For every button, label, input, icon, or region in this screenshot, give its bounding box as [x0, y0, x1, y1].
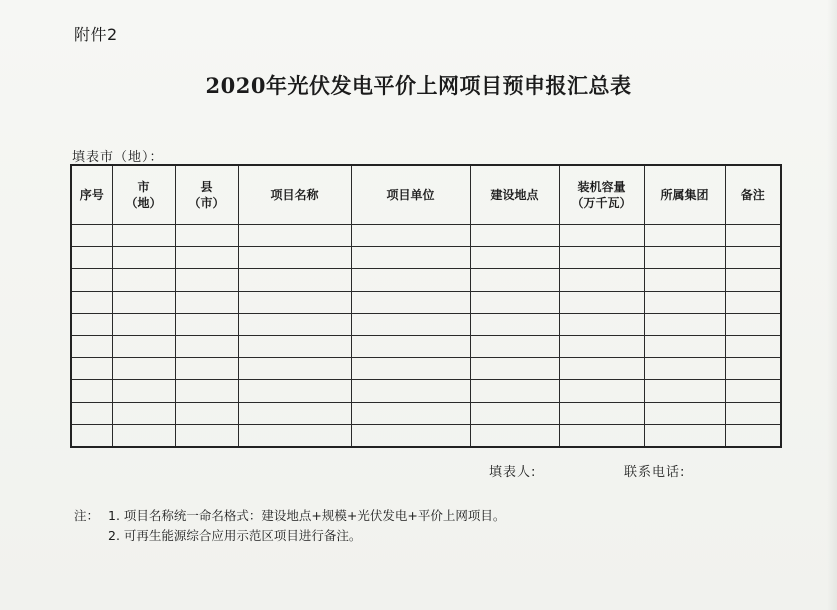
- table-cell: [644, 424, 725, 447]
- header-county: 县 （市）: [175, 165, 238, 225]
- header-project-name: 项目名称: [238, 165, 351, 225]
- table-cell: [725, 313, 781, 335]
- table-cell: [238, 313, 351, 335]
- table-cell: [351, 247, 470, 269]
- table-cell: [238, 380, 351, 402]
- table-row: [71, 247, 781, 269]
- header-location: 建设地点: [470, 165, 559, 225]
- header-capacity: 装机容量 （万千瓦）: [559, 165, 644, 225]
- table-cell: [71, 247, 112, 269]
- table-cell: [71, 380, 112, 402]
- table-header-row: [71, 165, 781, 225]
- table-cell: [71, 269, 112, 291]
- table-cell: [238, 335, 351, 357]
- table-cell: [112, 380, 175, 402]
- table-cell: [559, 269, 644, 291]
- table-row: [71, 424, 781, 447]
- table-cell: [644, 225, 725, 247]
- table-cell: [175, 291, 238, 313]
- table-row: [71, 313, 781, 335]
- header-index: 序号: [71, 165, 112, 225]
- summary-table: [70, 164, 782, 448]
- table-cell: [470, 402, 559, 424]
- table-cell: [351, 402, 470, 424]
- table-cell: [175, 424, 238, 447]
- table-row: [71, 380, 781, 402]
- table-cell: [238, 225, 351, 247]
- table-cell: [470, 291, 559, 313]
- attachment-label: 附件2: [74, 25, 118, 44]
- table-cell: [238, 424, 351, 447]
- table-cell: [644, 402, 725, 424]
- table-cell: [725, 247, 781, 269]
- table-cell: [470, 335, 559, 357]
- table-cell: [470, 269, 559, 291]
- table-cell: [559, 424, 644, 447]
- table-cell: [470, 358, 559, 380]
- table-cell: [470, 424, 559, 447]
- notes-section: [74, 506, 506, 546]
- table-cell: [71, 335, 112, 357]
- table-cell: [470, 313, 559, 335]
- table-row: [71, 269, 781, 291]
- table-cell: [351, 335, 470, 357]
- table-cell: [644, 380, 725, 402]
- table-row: [71, 358, 781, 380]
- table-cell: [351, 424, 470, 447]
- table-cell: [238, 358, 351, 380]
- table-cell: [71, 358, 112, 380]
- header-group: 所属集团: [644, 165, 725, 225]
- table-cell: [71, 402, 112, 424]
- table-cell: [351, 358, 470, 380]
- table-cell: [644, 335, 725, 357]
- table-cell: [175, 335, 238, 357]
- table-cell: [351, 225, 470, 247]
- table-cell: [112, 313, 175, 335]
- table-cell: [351, 380, 470, 402]
- table-cell: [175, 402, 238, 424]
- table-cell: [559, 225, 644, 247]
- table-cell: [175, 358, 238, 380]
- table-cell: [112, 291, 175, 313]
- table-cell: [71, 313, 112, 335]
- table-cell: [725, 380, 781, 402]
- table-cell: [559, 402, 644, 424]
- table-cell: [644, 313, 725, 335]
- table-cell: [725, 358, 781, 380]
- table-cell: [725, 335, 781, 357]
- filler-label: 填表人:: [489, 465, 537, 480]
- table-cell: [725, 424, 781, 447]
- table-cell: [175, 247, 238, 269]
- table-cell: [559, 380, 644, 402]
- table-cell: [559, 313, 644, 335]
- table-cell: [238, 247, 351, 269]
- table-row: [71, 291, 781, 313]
- table-cell: [351, 269, 470, 291]
- table-body: [71, 225, 781, 448]
- table-cell: [725, 269, 781, 291]
- table-cell: [644, 247, 725, 269]
- table-cell: [644, 358, 725, 380]
- header-city: 市 （地）: [112, 165, 175, 225]
- note-item-1: 1. 项目名称统一命名格式：建设地点+规模+光伏发电+平价上网项目。: [108, 508, 506, 523]
- table-cell: [644, 269, 725, 291]
- table-row: [71, 335, 781, 357]
- table-cell: [175, 380, 238, 402]
- table-cell: [238, 291, 351, 313]
- table-cell: [112, 335, 175, 357]
- table-cell: [559, 335, 644, 357]
- phone-label: 联系电话:: [624, 465, 686, 480]
- table-cell: [351, 291, 470, 313]
- table-cell: [175, 225, 238, 247]
- table-cell: [559, 291, 644, 313]
- table-cell: [175, 269, 238, 291]
- table-cell: [112, 269, 175, 291]
- table-cell: [644, 291, 725, 313]
- header-remarks: 备注: [725, 165, 781, 225]
- table-cell: [725, 291, 781, 313]
- table-cell: [238, 402, 351, 424]
- table-cell: [112, 247, 175, 269]
- scan-edge-shadow: [827, 0, 837, 610]
- table-cell: [71, 424, 112, 447]
- notes-prefix: 注：: [74, 508, 100, 523]
- table-cell: [112, 225, 175, 247]
- table-cell: [71, 225, 112, 247]
- table-cell: [112, 358, 175, 380]
- table-cell: [470, 380, 559, 402]
- fill-city-label: 填表市（地）：: [72, 150, 164, 165]
- table-cell: [112, 424, 175, 447]
- table-cell: [470, 225, 559, 247]
- table-cell: [71, 291, 112, 313]
- table-cell: [112, 402, 175, 424]
- table-cell: [175, 313, 238, 335]
- table-cell: [559, 358, 644, 380]
- document-title: 2020年光伏发电平价上网项目预申报汇总表: [205, 73, 632, 98]
- table-row: [71, 225, 781, 247]
- header-project-unit: 项目单位: [351, 165, 470, 225]
- table-cell: [351, 313, 470, 335]
- table-cell: [470, 247, 559, 269]
- note-item-2: 2. 可再生能源综合应用示范区项目进行备注。: [108, 528, 362, 543]
- table-cell: [559, 247, 644, 269]
- table-cell: [725, 225, 781, 247]
- table-cell: [725, 402, 781, 424]
- table-cell: [238, 269, 351, 291]
- table-row: [71, 402, 781, 424]
